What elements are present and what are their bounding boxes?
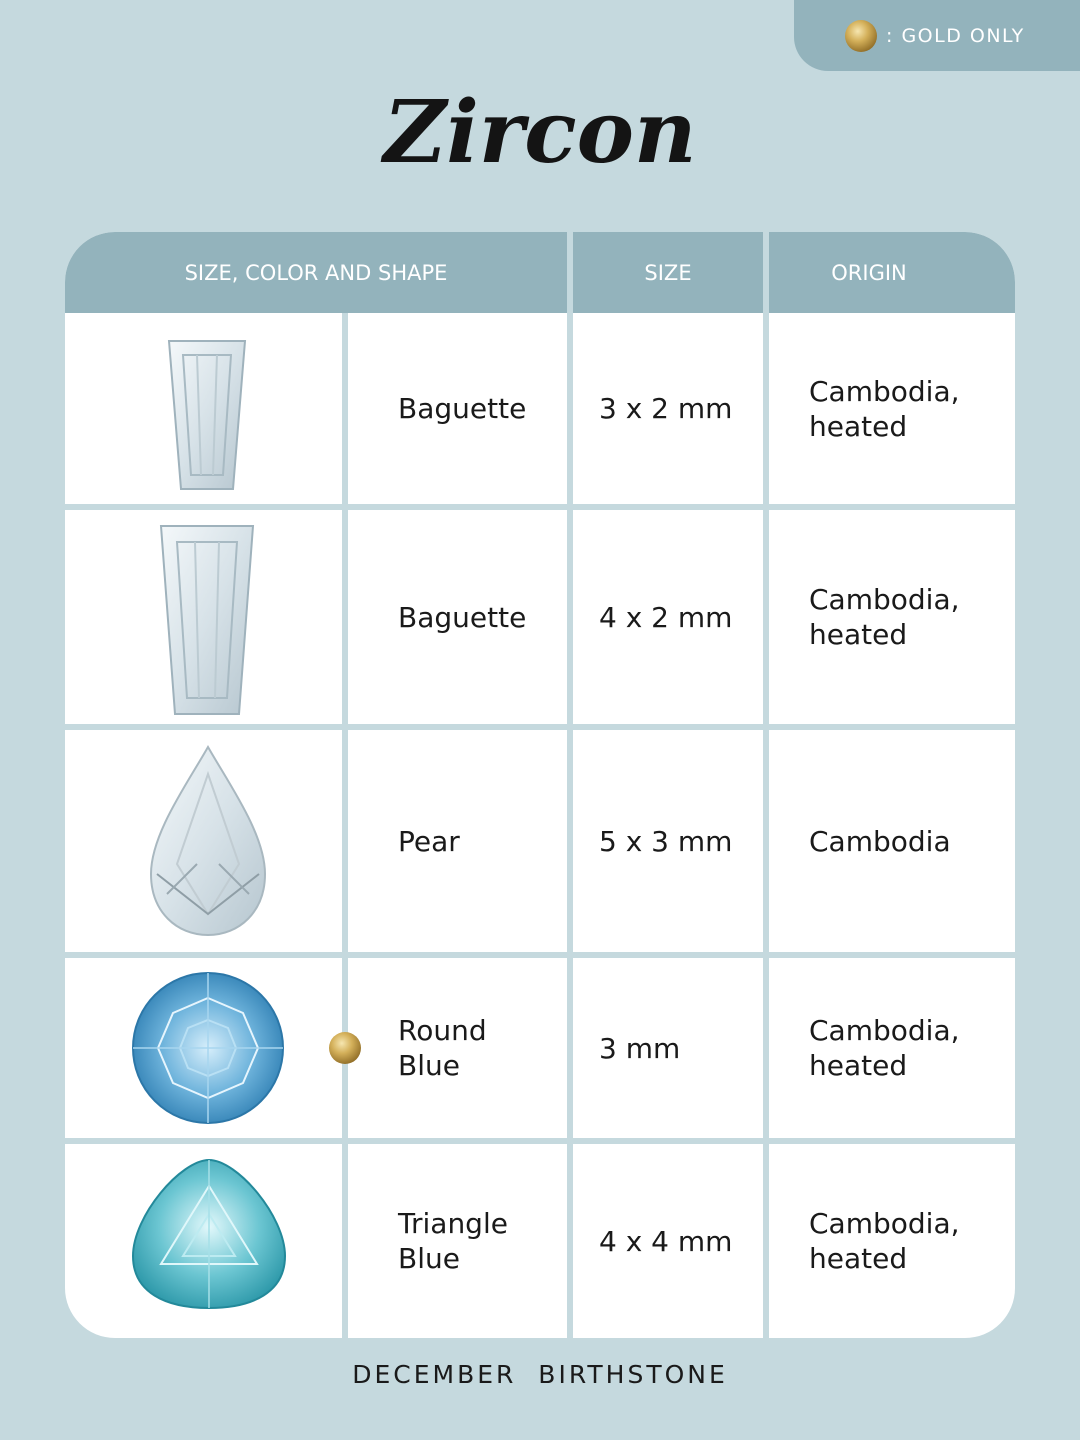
size-cell: 3 mm xyxy=(599,1031,681,1065)
footer-caption: DECEMBER BIRTHSTONE xyxy=(352,1360,728,1389)
shape-cell: Pear xyxy=(398,824,460,858)
table-row xyxy=(65,1144,1015,1338)
origin-cell: Cambodia xyxy=(809,824,951,858)
header-origin: ORIGIN xyxy=(831,260,907,285)
table-row xyxy=(65,510,1015,724)
header-size-color-shape: SIZE, COLOR AND SHAPE xyxy=(184,260,448,285)
gem-table xyxy=(65,232,1015,1338)
shape-cell: Baguette xyxy=(398,600,527,634)
shape-cell: Round Blue xyxy=(398,1014,487,1082)
size-cell: 5 x 3 mm xyxy=(599,824,733,858)
size-cell: 3 x 2 mm xyxy=(599,392,733,425)
origin-cell: Cambodia, heated xyxy=(809,583,960,651)
table-row xyxy=(65,958,1015,1138)
origin-cell: Cambodia, heated xyxy=(809,1014,960,1082)
size-cell: 4 x 4 mm xyxy=(599,1224,733,1258)
table-row xyxy=(65,730,1015,952)
gold-only-marker-icon xyxy=(328,1031,362,1065)
round-blue-gem-icon xyxy=(130,970,286,1126)
shape-cell: Baguette xyxy=(398,392,527,425)
baguette-gem-icon xyxy=(163,337,251,493)
baguette-gem-icon xyxy=(155,522,259,718)
legend-label: : GOLD ONLY xyxy=(886,24,1025,47)
gold-dot-icon xyxy=(844,19,878,53)
size-cell: 4 x 2 mm xyxy=(599,600,733,634)
origin-cell: Cambodia, heated xyxy=(809,374,960,443)
page-title: Zircon xyxy=(383,82,697,183)
origin-cell: Cambodia, heated xyxy=(809,1207,960,1275)
table-row xyxy=(65,313,1015,504)
header-size: SIZE xyxy=(644,260,692,285)
table-header xyxy=(65,232,1015,313)
triangle-blue-gem-icon xyxy=(129,1156,289,1312)
shape-cell: Triangle Blue xyxy=(398,1207,508,1275)
pear-gem-icon xyxy=(147,744,269,938)
